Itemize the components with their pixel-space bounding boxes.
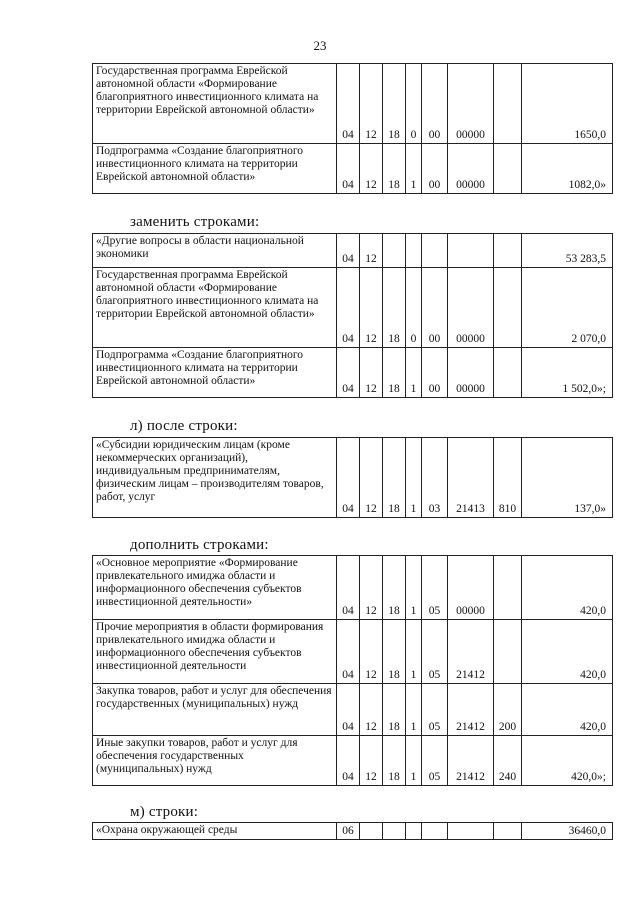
cell-csr-3: 00 — [422, 348, 448, 398]
cell-csr-2: 1 — [406, 556, 422, 620]
cell-pr: 12 — [360, 144, 383, 194]
cell-csr-1 — [383, 823, 406, 840]
cell-rz: 04 — [337, 620, 360, 684]
cell-csr-3 — [422, 234, 448, 268]
cell-sum: 1082,0» — [522, 144, 613, 194]
cell-csr-3 — [422, 823, 448, 840]
cell-csr-1: 18 — [383, 64, 406, 144]
row-name: Прочие мероприятия в области формирования привлекательного имиджа области и информационного обеспечения субъектов инвестиционной деятельности — [93, 620, 337, 684]
cell-csr-4: 00000 — [448, 268, 494, 348]
cell-csr-2: 1 — [406, 620, 422, 684]
cell-vr — [494, 556, 522, 620]
cell-sum: 2 070,0 — [522, 268, 613, 348]
cell-csr-2: 1 — [406, 348, 422, 398]
table-row — [93, 620, 613, 684]
cell-csr-2: 1 — [406, 736, 422, 786]
cell-rz: 06 — [337, 823, 360, 840]
cell-sum: 1 502,0»; — [522, 348, 613, 398]
table-row — [93, 556, 613, 620]
cell-vr — [494, 234, 522, 268]
cell-vr: 200 — [494, 684, 522, 736]
cell-vr — [494, 348, 522, 398]
cell-rz: 04 — [337, 684, 360, 736]
cell-csr-2: 1 — [406, 684, 422, 736]
budget-table-4 — [92, 555, 613, 786]
caption-after-row: л) после строки: — [130, 418, 238, 434]
table-row — [93, 64, 613, 144]
cell-csr-3: 05 — [422, 684, 448, 736]
cell-pr: 12 — [360, 64, 383, 144]
cell-csr-2 — [406, 234, 422, 268]
caption-add-rows: дополнить строками: — [130, 537, 269, 553]
caption-replace-with-rows: заменить строками: — [130, 214, 260, 230]
budget-table-5 — [92, 822, 613, 840]
row-name: Государственная программа Еврейской автономной области «Формирование благоприятного инвестиционного климата на территории Еврейской автономной области» — [93, 268, 337, 348]
budget-table-1 — [92, 63, 613, 194]
table-row — [93, 234, 613, 268]
cell-pr: 12 — [360, 348, 383, 398]
cell-csr-2: 1 — [406, 438, 422, 518]
cell-vr — [494, 144, 522, 194]
cell-csr-4: 21412 — [448, 620, 494, 684]
cell-csr-2: 1 — [406, 144, 422, 194]
row-name: «Охрана окружающей среды — [93, 823, 337, 840]
page-number: 23 — [313, 38, 327, 53]
cell-csr-1: 18 — [383, 144, 406, 194]
cell-sum: 36460,0 — [522, 823, 613, 840]
cell-csr-3: 05 — [422, 556, 448, 620]
cell-pr: 12 — [360, 556, 383, 620]
cell-csr-1: 18 — [383, 556, 406, 620]
cell-csr-3: 00 — [422, 144, 448, 194]
cell-rz: 04 — [337, 348, 360, 398]
row-name: «Основное мероприятие «Формирование привлекательного имиджа области и информационного обеспечения субъектов инвестиционной деятельности» — [93, 556, 337, 620]
cell-pr: 12 — [360, 684, 383, 736]
cell-rz: 04 — [337, 556, 360, 620]
row-name: Закупка товаров, работ и услуг для обеспечения государственных (муниципальных) нужд — [93, 684, 337, 736]
cell-rz: 04 — [337, 736, 360, 786]
cell-csr-4: 00000 — [448, 144, 494, 194]
table-row — [93, 348, 613, 398]
cell-csr-3: 00 — [422, 64, 448, 144]
budget-table-2 — [92, 233, 613, 398]
cell-csr-4: 00000 — [448, 556, 494, 620]
cell-csr-1 — [383, 234, 406, 268]
row-name: «Другие вопросы в области национальной экономики — [93, 234, 337, 268]
cell-pr: 12 — [360, 438, 383, 518]
cell-rz: 04 — [337, 234, 360, 268]
cell-csr-4: 21412 — [448, 736, 494, 786]
cell-csr-1: 18 — [383, 268, 406, 348]
cell-csr-3: 03 — [422, 438, 448, 518]
cell-csr-2: 0 — [406, 268, 422, 348]
row-name: Государственная программа Еврейской автономной области «Формирование благоприятного инвестиционного климата на территории Еврейской автономной области» — [93, 64, 337, 144]
cell-sum: 420,0 — [522, 556, 613, 620]
cell-vr — [494, 64, 522, 144]
cell-csr-4 — [448, 234, 494, 268]
cell-pr: 12 — [360, 268, 383, 348]
cell-vr — [494, 620, 522, 684]
cell-pr: 12 — [360, 620, 383, 684]
table-row — [93, 684, 613, 736]
cell-sum: 420,0 — [522, 620, 613, 684]
cell-rz: 04 — [337, 64, 360, 144]
cell-csr-1: 18 — [383, 438, 406, 518]
table-row — [93, 736, 613, 786]
table-row — [93, 438, 613, 518]
cell-pr — [360, 823, 383, 840]
cell-rz: 04 — [337, 144, 360, 194]
caption-rows: м) строки: — [130, 804, 199, 820]
cell-sum: 53 283,5 — [522, 234, 613, 268]
cell-csr-3: 05 — [422, 736, 448, 786]
cell-sum: 420,0»; — [522, 736, 613, 786]
cell-csr-1: 18 — [383, 620, 406, 684]
cell-csr-4: 21413 — [448, 438, 494, 518]
row-name: Подпрограмма «Создание благоприятного инвестиционного климата на территории Еврейской автономной области» — [93, 144, 337, 194]
cell-vr: 810 — [494, 438, 522, 518]
cell-rz: 04 — [337, 268, 360, 348]
cell-pr: 12 — [360, 234, 383, 268]
cell-vr — [494, 823, 522, 840]
cell-rz: 04 — [337, 438, 360, 518]
cell-csr-4: 21412 — [448, 684, 494, 736]
table-row — [93, 823, 613, 840]
cell-sum: 420,0 — [522, 684, 613, 736]
cell-sum: 1650,0 — [522, 64, 613, 144]
cell-csr-4: 00000 — [448, 348, 494, 398]
cell-sum: 137,0» — [522, 438, 613, 518]
row-name: Подпрограмма «Создание благоприятного инвестиционного климата на территории Еврейской автономной области» — [93, 348, 337, 398]
cell-csr-1: 18 — [383, 736, 406, 786]
cell-csr-2: 0 — [406, 64, 422, 144]
table-row — [93, 268, 613, 348]
cell-vr: 240 — [494, 736, 522, 786]
budget-table-3 — [92, 437, 613, 518]
row-name: Иные закупки товаров, работ и услуг для обеспечения государственных (муниципальных) нужд — [93, 736, 337, 786]
cell-csr-4: 00000 — [448, 64, 494, 144]
cell-csr-3: 00 — [422, 268, 448, 348]
cell-vr — [494, 268, 522, 348]
cell-pr: 12 — [360, 736, 383, 786]
cell-csr-1: 18 — [383, 684, 406, 736]
row-name: «Субсидии юридическим лицам (кроме некоммерческих организаций), индивидуальным предпринимателям, физическим лицам – производителям товаров, работ, услуг — [93, 438, 337, 518]
cell-csr-3: 05 — [422, 620, 448, 684]
cell-csr-2 — [406, 823, 422, 840]
cell-csr-1: 18 — [383, 348, 406, 398]
table-row — [93, 144, 613, 194]
cell-csr-4 — [448, 823, 494, 840]
